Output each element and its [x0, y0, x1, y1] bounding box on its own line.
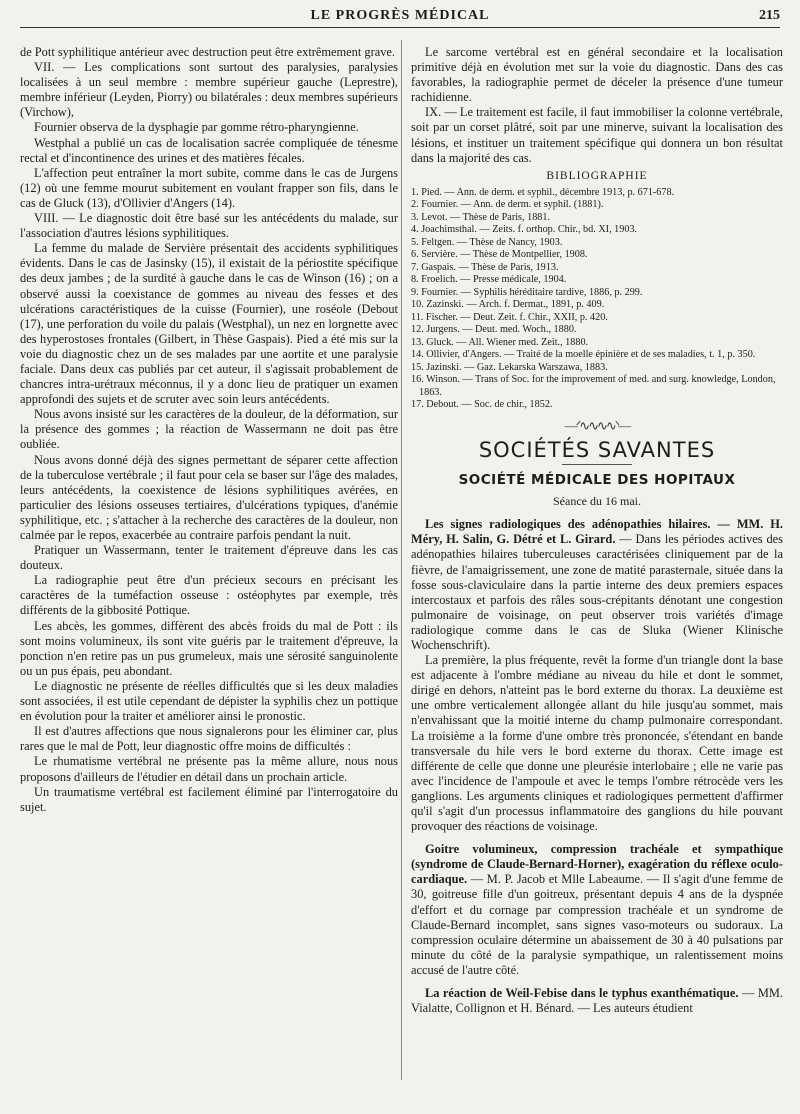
bibliography-entry: 7. Gaspais. — Thèse de Paris, 1913. [411, 261, 559, 273]
article-paragraph [411, 517, 783, 653]
bibliography-entry: 14. Ollivier, d'Angers. — Traité de la moelle épinière et de ses maladies, t. 1, p. 350. [411, 349, 756, 361]
bibliography-entry: 1. Pied. — Ann. de derm. et syphil., décembre 1913, p. 671-678. [411, 186, 675, 198]
right-column [411, 45, 783, 1016]
section-rule [562, 464, 632, 465]
article-heading: Goitre volumineux, compression trachéale et sympathique (syndrome de Claude-Bernard-Horner), exagération du réflexe oculo-cardiaque. [411, 842, 783, 887]
paragraph: L'affection peut entraîner la mort subite, comme dans le cas de Jurgens (12) où une femme mourut subitement en voulant frapper son fils, dans le cas de Gluck (13), d'Ollivier d'Angers (14). [20, 165, 398, 210]
article-text: — MM. Vialatte, Collignon et H. Bénard. — Les auteurs étudient [411, 986, 784, 1016]
paragraph: Le diagnostic ne présente de réelles difficultés que si les deux maladies sont associées, il est utile cependant de dépister la syphilis chez un pottique en évolution pour la traiter et améliorer ainsi le pronostic. [20, 678, 398, 724]
bibliography-entry: 2. Fournier. — Ann. de derm. et syphil. (1881). [411, 199, 604, 211]
bibliography-entry: 17. Debout. — Soc. de chir., 1852. [411, 399, 553, 411]
section-title: SOCIÉTÉS SAVANTES [478, 437, 716, 462]
paragraph: Les abcès, les gommes, diffèrent des abcès froids du mal de Pott : ils sont moins volumineux, ils sont vite guéris par le traitement d'épreuve, la ponction n'en retire pas un pus grumeleux, mais une sérosité sanguinolente ou un pus épais, peu abondant. [20, 618, 398, 678]
left-column [20, 45, 398, 815]
article-heading: Les signes radiologiques des adénopathies hilaires. — MM. H. Méry, H. Salin, G. Détré et L. Girard. [411, 517, 783, 547]
bibliography-entry: 6. Servière. — Thèse de Montpellier, 1908. [411, 249, 588, 261]
bibliography-entry: 16. Winson. — Trans of Soc. for the improvement of med. and surg. knowledge, London, 1863. [411, 374, 776, 398]
article-paragraph: La première, la plus fréquente, revêt la forme d'un triangle dont la base est adjacente à l'ombre médiane au niveau du hile et dont le sommet, dirigé en dehors, n'atteint pas le bord externe du thorax. La deuxième est une ombre verticalement allongée allant du hile jusqu'au sommet, mais n'envahissant que la moitié interne du champ pulmonaire correspondant. La troisième a la forme d'une ombre très prononcée, s'étendant en bande transversale du hile vers le bord externe du thorax. Cette image est différente de celle que donne une pleurésie interlobaire ; elle ne varie pas avec l'incidence de l'ampoule et avec le temps l'ombre rétrocède vers les ganglions. Les arguments cliniques et radiologiques permettent d'affirmer qu'il s'agit d'un processus inflammatoire des ganglions du hile pouvant provoquer des réactions de voisinage. [411, 653, 783, 834]
session-date: Séance du 16 mai. [553, 494, 641, 509]
bibliography-entry: 9. Fournier. — Syphilis héréditaire tardive, 1886, p. 299. [411, 286, 643, 298]
paragraph: Westphal a publié un cas de localisation sacrée compliquée de ténesme rectal et d'incontinence des urines et des matières fécales. [20, 135, 398, 165]
paragraph: La femme du malade de Servière présentait des accidents syphilitiques évidents. Dans le cas de Jasinsky (15), il existait de la périostite spécifique des deux jambes ; de la surdité à gauche dans le cas de Winson (16) ; on a observé aussi la coexistance de gommes au niveau des fesses et des ulcérations caractéristiques de la cuisse (Fournier), une roséole (Debout (17), une perforation du voile du palais (Westphal), un nez en lorgnette avec des hyperostoses frontales (Gilbert, in Thèse Gaspais). Pied a été mis sur la voie du diagnostic chez un de ses malades par une aortite et une paralysie faciale. Dans deux cas publiés par cet auteur, il s'agissait probablement de chancres intra-urétraux méconnus, il y a donc lieu de pratiquer un examen approfondi des sujets et de scruter avec soin leurs antécédents. [20, 241, 398, 407]
paragraph: VII. — Les complications sont surtout des paralysies, paralysies localisées à un seul membre : membre supérieur gauche (Leprestre), membre inférieur (Leyden, Piorry) ou bilatérales : deux membres supérieurs (Virchow), [20, 60, 398, 120]
spacer [411, 834, 783, 842]
bibliography-entry: 8. Froelich. — Presse médicale, 1904. [411, 274, 567, 286]
paragraph: VIII. — Le diagnostic doit être basé sur les antécédents du malade, sur l'association d'autres lésions syphilitiques. [20, 211, 398, 241]
article-paragraph [411, 842, 783, 978]
subsection-title: SOCIÉTÉ MÉDICALE DES HOPITAUX [458, 472, 736, 489]
paragraph: Le sarcome vertébral est en général secondaire et la localisation primitive déjà en évolution met sur la voie du diagnostic. Dans des cas favorables, la radiographie permet de déceler la présence d'une tumeur rachidienne. [411, 45, 783, 105]
paragraph: Le rhumatisme vertébral ne présente pas la même allure, nous nous proposons d'ailleurs de l'étudier en détail dans un prochain article. [20, 754, 398, 784]
page-header [20, 6, 780, 28]
bibliography-entry: 3. Levot. — Thèse de Paris, 1881. [411, 211, 551, 223]
paragraph: Un traumatisme vertébral est facilement éliminé par l'interrogatoire du sujet. [20, 784, 398, 814]
bibliography-entry: 5. Feltgen. — Thèse de Nancy, 1903. [411, 236, 563, 248]
article-text: — M. P. Jacob et Mlle Labeaume. — Il s'agit d'une femme de 30, goitreuse fille d'un goitreux, présentant depuis 4 ans de la dyspnée d'effort et du cornage par compression trachéale et un syndrome de Claude-Bernard incomplet, sans signes vaso-moteurs ou sudoraux. La compression oculaire détermine un abaissement de 30 à 40 pulsations par minute du côté de la paralysie sympathique, un ralentissement moins accusé de l'autre côté. [411, 872, 783, 977]
ornament-divider: —ᐟ∿∿∿∿ᐠ— [564, 417, 630, 433]
paragraph: Pratiquer un Wassermann, tenter le traitement d'épreuve dans les cas douteux. [20, 543, 398, 573]
article-heading: La réaction de Weil-Febise dans le typhus exanthématique. [425, 986, 739, 1001]
bibliography-title: BIBLIOGRAPHIE [546, 169, 648, 182]
bibliography-entry: 4. Joachimsthal. — Zeits. f. orthop. Chir., bd. XI, 1903. [411, 224, 638, 236]
article-text: — Dans les périodes actives des adénopathies hilaires tuberculeuses caractérisées cliniquement par de la fièvre, de l'amaigrissement, une zone de matité parasternale, située dans la fosse sous-claviculaire dans la partie interne des deux premiers espaces intercostaux et parfois des râles sous-crépitants dénotant une congestion pulmonaire de voisinage, on peut observer trois variétés d'image radiologique comme dans le cas de Sluka (Wiener Klinische Wochenschrift). [411, 532, 783, 652]
bibliography-entry: 15. Jazinski. — Gaz. Lekarska Warszawa, 1883. [411, 361, 608, 373]
paragraph: Nous avons insisté sur les caractères de la douleur, de la déformation, sur la présence des gommes ; la réaction de Wassermann ne doit pas être oubliée. [20, 407, 398, 452]
page-number: 215 [759, 8, 780, 23]
article-paragraph [411, 986, 783, 1016]
paragraph: Fournier observa de la dysphagie par gomme rétro-pharyngienne. [34, 120, 359, 135]
paragraph: de Pott syphilitique antérieur avec destruction peut être extrêmement grave. [20, 45, 396, 59]
column-divider [401, 40, 402, 1080]
bibliography-list [411, 187, 783, 412]
paragraph: Nous avons donné déjà des signes permettant de séparer cette affection de la tuberculose vertébrale ; il faut pour cela se baser sur l'âge des malades, leurs antécédents, la coexistence de lésions syphilitiques avérées, en particulier des lésions osseuses tertiaires, d'ulcérations typiques, d'anémie syphilitique, etc. ; s'attacher à la recherche des caractères de la douleur, non calmée par le repos, exacerbée au contraire parfois pendant la nuit. [20, 452, 398, 542]
paragraph: IX. — Le traitement est facile, il faut immobiliser la colonne vertébrale, soit par un corset plâtré, soit par une minerve, suivant la localisation des lésions, et instituer un traitement spécifique qui donnera un bon résultat dans la majorité des cas. [411, 105, 783, 165]
bibliography-entry: 12. Jurgens. — Deut. med. Woch., 1880. [411, 324, 577, 336]
paragraph: La radiographie peut être d'un précieux secours en précisant les caractères de la tuméfaction osseuse : ostéophytes par exemple, très différents de la gibbosité Pottique. [20, 573, 398, 618]
running-title: LE PROGRÈS MÉDICAL [310, 8, 490, 23]
paragraph: Il est d'autres affections que nous signalerons pour les éliminer car, plus rares que le mal de Pott, leur diagnostic offre moins de difficultés : [20, 724, 398, 754]
bibliography-entry: 13. Gluck. — All. Wiener med. Zeit., 1880. [411, 336, 589, 348]
bibliography-entry: 10. Zazinski. — Arch. f. Dermat., 1891, p. 409. [411, 299, 605, 311]
spacer [411, 978, 783, 986]
bibliography-entry: 11. Fischer. — Deut. Zeit. f. Chir., XXII, p. 420. [411, 311, 608, 323]
